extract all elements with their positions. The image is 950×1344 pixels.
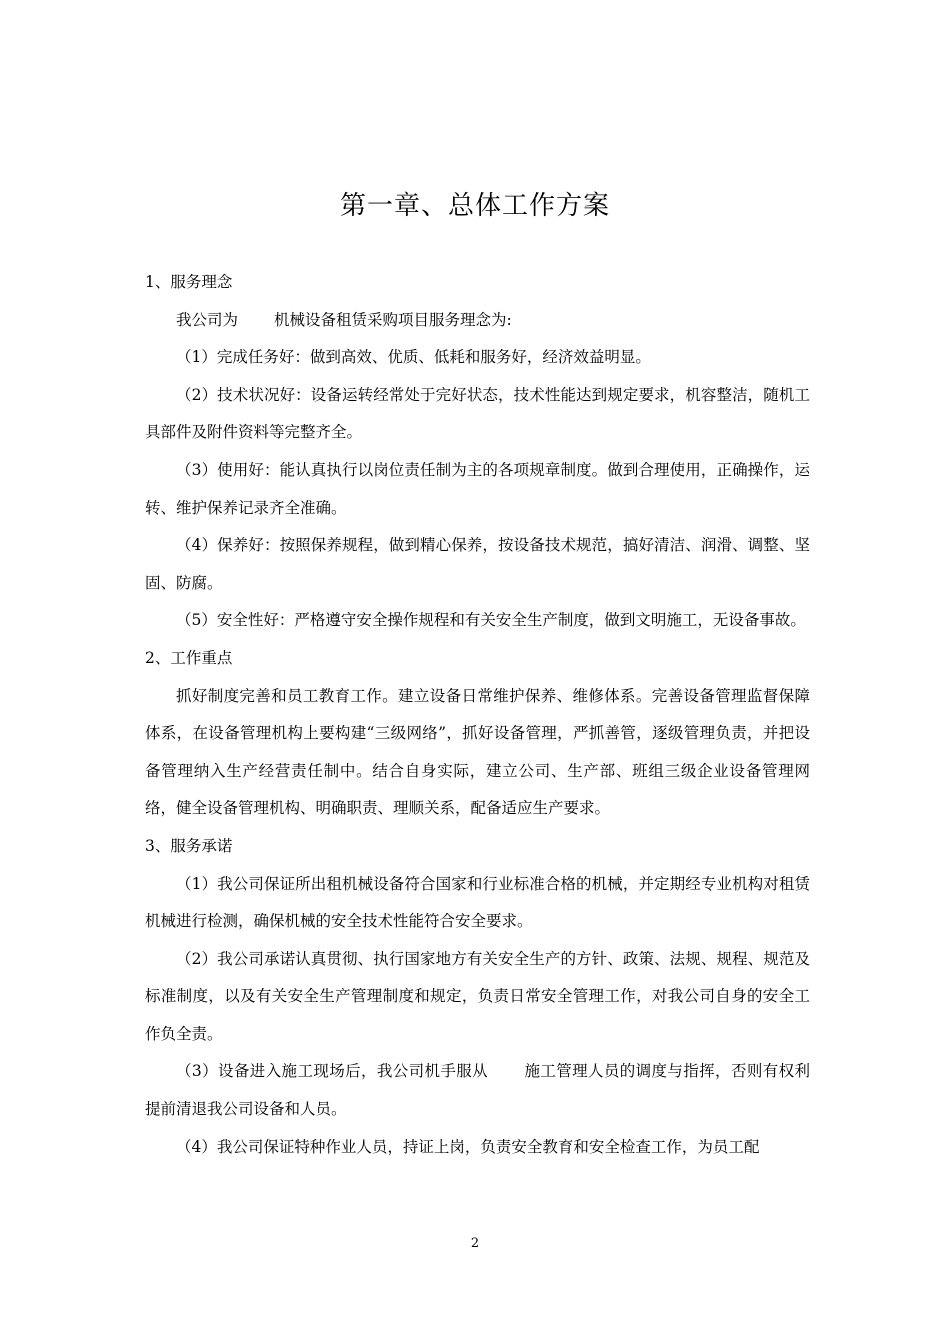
commitment-item-3 (145, 1053, 810, 1128)
work-focus-paragraph: 抓好制度完善和员工教育工作。建立设备日常维护保养、维修体系。完善设备管理监督保障体系，在设备管理机构上要构建“三级网络”，抓好设备管理，严抓善管，逐级管理负责，并把设备管理纳入生产经营责任制中。结合自身实际，建立公司、生产部、班组三级企业设备管理网络，健全设备管理机构、明确职责、理顺关系，配备适应生产要求。 (145, 686, 810, 818)
service-concept-intro (145, 302, 810, 340)
page-title: 第一章、总体工作方案 (339, 191, 610, 221)
service-item-3: （3）使用好：能认真执行以岗位责任制为主的各项规章制度。做到合理使用，正确操作，运转、维护保养记录齐全准确。 (145, 460, 810, 517)
service-item-4: （4）保养好：按照保养规程，做到精心保养，按设备技术规范，搞好清洁、润滑、调整、坚固、防腐。 (145, 536, 810, 592)
page-number: 2 (470, 1236, 480, 1251)
commitment-item-1: （1）我公司保证所出租机械设备符合国家和行业标准合格的机械，并定期经专业机构对租赁机械进行检测，确保机械的安全技术性能符合安全要求。 (145, 874, 810, 931)
section-heading-work-focus: 2、工作重点 (145, 648, 233, 667)
item3-text-a: （3）设备进入施工现场后，我公司机手服从 (176, 1062, 489, 1081)
item3-text-b: 施工管理人员的调度与指挥，否则有权利提前清退我公司设备和人员。 (145, 1062, 810, 1119)
intro-text-a: 我公司为 (176, 310, 239, 329)
service-item-2: （2）技术状况好：设备运转经常处于完好状态，技术性能达到规定要求，机容整洁，随机工具部件及附件资料等完整齐全。 (145, 385, 810, 442)
document-body (145, 264, 810, 1166)
section-heading-service-concept: 1、服务理念 (145, 273, 233, 291)
section-heading-service-commitment: 3、服务承诺 (145, 836, 233, 855)
service-item-1: （1）完成任务好：做到高效、优质、低耗和服务好，经济效益明显。 (176, 348, 651, 367)
service-item-5: （5）安全性好：严格遵守安全操作规程和有关安全生产制度，做到文明施工，无设备事故。 (176, 611, 806, 630)
intro-text-b: 机械设备租赁采购项目服务理念为: (274, 310, 512, 329)
commitment-item-2: （2）我公司承诺认真贯彻、执行国家地方有关安全生产的方针、政策、法规、规程、规范及标准制度，以及有关安全生产管理制度和规定，负责日常安全管理工作，对我公司自身的安全工作负全责。 (145, 949, 810, 1043)
commitment-item-4: （4）我公司保证特种作业人员，持证上岗，负责安全教育和安全检查工作，为员工配 (176, 1137, 760, 1156)
